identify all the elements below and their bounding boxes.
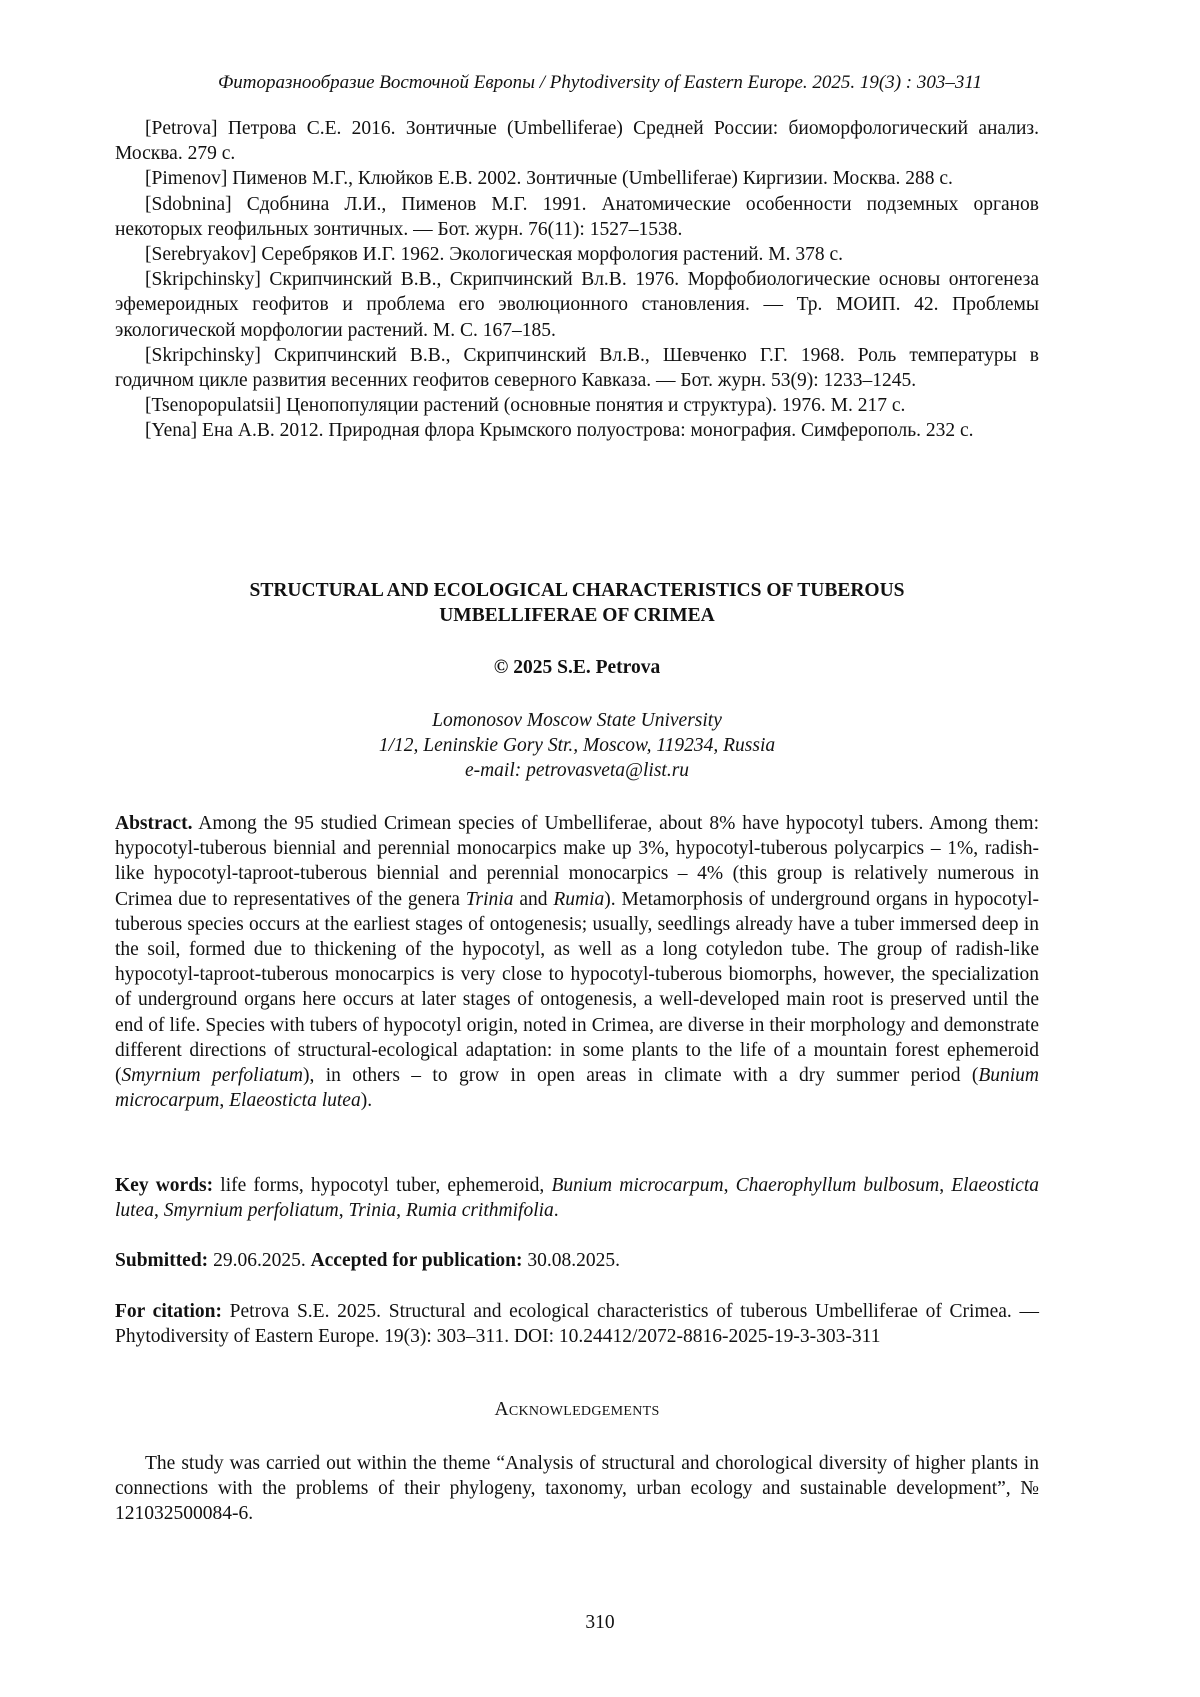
submitted-date: 29.06.2025. <box>208 1250 310 1271</box>
abstract-label: Abstract. <box>115 813 192 834</box>
reference-item: [Serebryakov] Серебряков И.Г. 1962. Экологическая морфология растений. М. 378 с. <box>115 242 1039 267</box>
keyword: Elaeosticta lutea <box>115 1175 1039 1221</box>
keyword: Rumia crithmifolia <box>406 1200 554 1221</box>
page-number: 310 <box>0 1612 1200 1634</box>
journal-page <box>0 0 1200 1697</box>
citation-paragraph <box>115 1299 1039 1349</box>
keywords-label: Key words: <box>115 1175 213 1196</box>
species-name: Smyrnium perfoliatum <box>122 1065 303 1086</box>
reference-item: [Tsenopopulatsii] Ценопопуляции растений (основные понятия и структура). 1976. М. 217 с. <box>115 393 1039 418</box>
author-line: © 2025 S.E. Petrova <box>115 657 1039 679</box>
affiliation-name: Lomonosov Moscow State University <box>115 708 1039 733</box>
reference-item: [Sdobnina] Сдобнина Л.И., Пименов М.Г. 1991. Анатомические особенности подземных органов некоторых геофильных зонтичных. — Бот. журн. 76(11): 1527–1538. <box>115 192 1039 242</box>
species-name: Bunium microcarpum <box>115 1065 1039 1111</box>
keyword: Trinia <box>348 1200 396 1221</box>
citation-label: For citation: <box>115 1301 222 1322</box>
dates-section <box>115 1248 1039 1273</box>
affiliation-address: 1/12, Leninskie Gory Str., Moscow, 119234, Russia <box>115 733 1039 758</box>
accepted-date: 30.08.2025. <box>523 1250 621 1271</box>
submitted-label: Submitted: <box>115 1250 208 1271</box>
genus-name: Rumia <box>553 889 604 910</box>
citation-section <box>115 1299 1039 1349</box>
title-line: UMBELLIFERAE OF CRIMEA <box>115 603 1039 628</box>
reference-item: [Yena] Ена А.В. 2012. Природная флора Крымского полуострова: монография. Симферополь. 232 с. <box>115 418 1039 443</box>
acknowledgements-heading: Acknowledgements <box>115 1399 1039 1421</box>
acknowledgements-paragraph: The study was carried out within the theme “Analysis of structural and chorological diversity of higher plants in connections with the problems of their phylogeny, taxonomy, urban ecology and sustainable development”, № 121032500084-6. <box>115 1451 1039 1527</box>
genus-name: Trinia <box>466 889 514 910</box>
keywords-section <box>115 1173 1039 1223</box>
author-email: e-mail: petrovasveta@list.ru <box>115 758 1039 783</box>
abstract-paragraph: Abstract. Among the 95 studied Crimean species of Umbelliferae, about 8% have hypocotyl tubers. Among them: hypocotyl-tuberous biennial and perennial monocarpics make up 3%, hypocotyl-tuberous polycarpics – 1%, radish-like hypocotyl-taproot-tuberous biennial and perennial monocarpics – 4% (this group is relatively numerous in Crimea due to representatives of the genera Trinia and Rumia). Metamorphosis of underground organs in hypocotyl-tuberous species occurs at the earliest stages of ontogenesis; usually, seedlings already have a tuber immersed deep in the soil, formed due to thickening of the hypocotyl, as well as a long cotyledon tube. The group of radish-like hypocotyl-taproot-tuberous monocarpics is very close to hypocotyl-tuberous biomorphs, however, the specialization of underground organs here occurs at later stages of ontogenesis, a well-developed main root is preserved until the end of life. Species with tubers of hypocotyl origin, noted in Crimea, are diverse in their morphology and demonstrate different directions of structural-ecological adaptation: in some plants to the life of a mountain forest ephemeroid (Smyrnium perfoliatum), in others – to grow in open areas in climate with a dry summer period (Bunium microcarpum, Elaeosticta lutea). <box>115 811 1039 1113</box>
dates-paragraph <box>115 1248 1039 1273</box>
keyword: Chaerophyllum bulbosum <box>736 1175 940 1196</box>
reference-list <box>115 116 1039 444</box>
acknowledgements-section <box>115 1451 1039 1527</box>
abstract-section <box>115 811 1039 1113</box>
citation-text: Petrova S.E. 2025. Structural and ecological characteristics of tuberous Umbelliferae of Crimea. — Phytodiversity of Eastern Europe. 19(3): 303–311. DOI: 10.24412/2072-8816-2025-19-3-303-311 <box>115 1301 1039 1347</box>
reference-item: [Petrova] Петрова С.Е. 2016. Зонтичные (Umbelliferae) Средней России: биоморфологический анализ. Москва. 279 с. <box>115 116 1039 166</box>
reference-item: [Skripchinsky] Скрипчинский В.В., Скрипчинский Вл.В. 1976. Морфобиологические основы онтогенеза эфемероидных геофитов и проблема его эволюционного становления. — Тр. МОИП. 42. Проблемы экологической морфологии растений. М. С. 167–185. <box>115 267 1039 343</box>
accepted-label: Accepted for publication: <box>311 1250 523 1271</box>
keyword: Bunium microcarpum <box>551 1175 723 1196</box>
article-title <box>115 578 1039 628</box>
reference-item: [Skripchinsky] Скрипчинский В.В., Скрипчинский Вл.В., Шевченко Г.Г. 1968. Роль температуры в годичном цикле развития весенних геофитов северного Кавказа. — Бот. журн. 53(9): 1233–1245. <box>115 343 1039 393</box>
affiliation-block <box>115 708 1039 783</box>
species-name: Elaeosticta lutea <box>229 1090 361 1111</box>
reference-item: [Pimenov] Пименов М.Г., Клюйков Е.В. 2002. Зонтичные (Umbelliferae) Киргизии. Москва. 288 с. <box>115 166 1039 191</box>
title-line: STRUCTURAL AND ECOLOGICAL CHARACTERISTICS OF TUBEROUS <box>115 578 1039 603</box>
keywords-paragraph: Key words: life forms, hypocotyl tuber, ephemeroid, Bunium microcarpum, Chaerophyllum bulbosum, Elaeosticta lutea, Smyrnium perfoliatum, Trinia, Rumia crithmifolia. <box>115 1173 1039 1223</box>
running-header: Фиторазнообразие Восточной Европы / Phytodiversity of Eastern Europe. 2025. 19(3) : 303–311 <box>0 72 1200 94</box>
keyword: Smyrnium perfoliatum <box>164 1200 339 1221</box>
